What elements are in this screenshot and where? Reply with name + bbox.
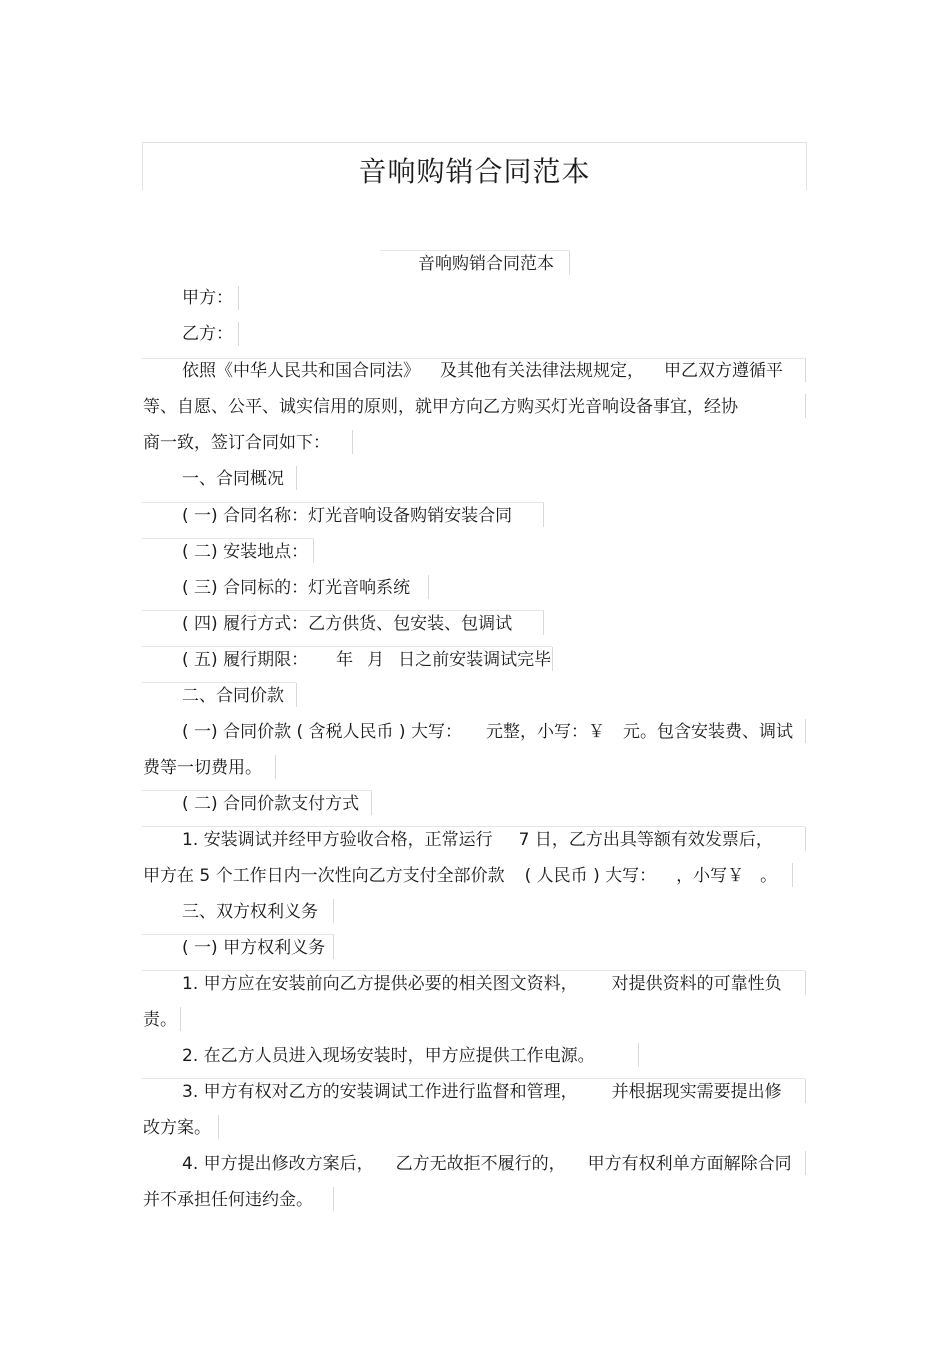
right-part: 甲方有权利单方面解除合同 bbox=[587, 1154, 792, 1174]
item-bar bbox=[543, 611, 544, 635]
payment-part: 。 bbox=[760, 866, 778, 886]
party-a-bar bbox=[238, 286, 239, 310]
price-line-1 bbox=[182, 721, 793, 743]
price-part: ( 一) 合同价款 ( 含税人民币 ) 大写： bbox=[182, 722, 462, 742]
right-3-line-1 bbox=[182, 1081, 782, 1103]
payment-method-heading: ( 二) 合同价款支付方式 bbox=[182, 794, 360, 814]
payment-line-1 bbox=[182, 829, 773, 851]
item-bar bbox=[333, 935, 334, 959]
preamble-part: 依照《中华人民共和国合同法》 bbox=[182, 361, 420, 381]
period-day: 日之前安装调试完毕 bbox=[398, 650, 552, 670]
section-bar bbox=[333, 899, 334, 923]
preamble-rule bbox=[142, 358, 805, 359]
subtitle-bar bbox=[569, 251, 570, 275]
price-part: 元。包含安装费、调试 bbox=[622, 722, 793, 742]
party-a-label: 甲方： bbox=[182, 288, 233, 308]
item-bar bbox=[543, 503, 544, 527]
period-label: ( 五) 履行期限： bbox=[182, 650, 309, 670]
item-bar bbox=[552, 647, 553, 671]
right-1-line-1 bbox=[182, 973, 782, 995]
section-3-heading: 三、双方权利义务 bbox=[182, 902, 318, 922]
payment-part: 甲方在 5 个工作日内一次性向乙方支付全部价款 bbox=[143, 866, 505, 886]
right-4-line-2: 并不承担任何违约金。 bbox=[143, 1190, 313, 1210]
item-rule bbox=[142, 1078, 805, 1079]
payment-part: 7 日，乙方出具等额有效发票后， bbox=[518, 830, 773, 850]
item-rule bbox=[142, 610, 544, 611]
item-bar bbox=[792, 863, 793, 887]
item-bar bbox=[428, 575, 429, 599]
right-2-line: 2. 在乙方人员进入现场安装时，甲方应提供工作电源。 bbox=[182, 1046, 595, 1066]
item-bar bbox=[275, 755, 276, 779]
right-3-line-2: 改方案。 bbox=[143, 1118, 211, 1138]
item-rule bbox=[142, 790, 372, 791]
price-part: 元整，小写：￥ bbox=[485, 722, 605, 742]
period-month: 月 bbox=[367, 650, 385, 670]
right-1-line-2: 责。 bbox=[143, 1010, 177, 1030]
item-bar bbox=[805, 971, 806, 995]
right-part: 3. 甲方有权对乙方的安装调试工作进行监督和管理， bbox=[182, 1082, 578, 1102]
party-b-label: 乙方： bbox=[182, 324, 233, 344]
contract-name-item: ( 一) 合同名称：灯光音响设备购销安装合同 bbox=[182, 506, 513, 526]
item-rule bbox=[142, 502, 544, 503]
subtitle-rule bbox=[380, 250, 570, 251]
document-title: 音响购销合同范本 bbox=[358, 155, 591, 188]
payment-part: ( 人民币 ) 大写： bbox=[524, 866, 657, 886]
item-bar bbox=[180, 1007, 181, 1031]
right-part: 对提供资料的可靠性负 bbox=[611, 974, 782, 994]
item-rule bbox=[142, 682, 296, 683]
preamble-bar bbox=[805, 394, 806, 418]
right-part: 4. 甲方提出修改方案后， bbox=[182, 1154, 374, 1174]
item-bar bbox=[638, 1043, 639, 1067]
preamble-line-2: 等、自愿、公平、诚实信用的原则，就甲方向乙方购买灯光音响设备事宜，经协 bbox=[143, 397, 738, 417]
right-4-line-1 bbox=[182, 1153, 792, 1175]
item-bar bbox=[805, 1079, 806, 1103]
performance-method-item: ( 四) 履行方式：乙方供货、包安装、包调试 bbox=[182, 614, 513, 634]
right-part: 1. 甲方应在安装前向乙方提供必要的相关图文资料， bbox=[182, 974, 578, 994]
item-bar bbox=[805, 827, 806, 851]
preamble-part: 及其他有关法律法规规定， bbox=[440, 361, 644, 381]
payment-part: 1. 安装调试并经甲方验收合格，正常运行 bbox=[182, 830, 493, 850]
preamble-line-1 bbox=[182, 360, 783, 382]
preamble-part: 甲乙双方遵循平 bbox=[664, 361, 783, 381]
item-bar bbox=[313, 539, 314, 563]
price-line-2: 费等一切费用。 bbox=[143, 758, 262, 778]
payment-line-2 bbox=[143, 865, 777, 887]
right-part: 并根据现实需要提出修 bbox=[611, 1082, 782, 1102]
section-bar bbox=[296, 683, 297, 707]
party-a-rights-heading: ( 一) 甲方权利义务 bbox=[182, 938, 326, 958]
item-bar bbox=[371, 791, 372, 815]
section-2-heading: 二、合同价款 bbox=[182, 686, 284, 706]
preamble-line-3: 商一致，签订合同如下： bbox=[143, 433, 330, 453]
section-bar bbox=[296, 466, 297, 490]
item-rule bbox=[142, 970, 805, 971]
preamble-bar bbox=[352, 430, 353, 454]
right-part: 乙方无故拒不履行的， bbox=[395, 1154, 566, 1174]
preamble-bar bbox=[805, 358, 806, 382]
item-bar bbox=[805, 719, 806, 743]
item-rule bbox=[142, 934, 334, 935]
document-subtitle: 音响购销合同范本 bbox=[418, 254, 554, 274]
period-year: 年 bbox=[336, 650, 354, 670]
item-rule bbox=[142, 538, 314, 539]
performance-period-item bbox=[182, 649, 551, 671]
install-location-item: ( 二) 安装地点： bbox=[182, 542, 309, 562]
payment-part: ，小写￥ bbox=[676, 866, 745, 886]
item-bar bbox=[218, 1115, 219, 1139]
contract-subject-item: ( 三) 合同标的：灯光音响系统 bbox=[182, 578, 411, 598]
item-bar bbox=[333, 1187, 334, 1211]
item-rule bbox=[142, 646, 552, 647]
item-bar bbox=[805, 1151, 806, 1175]
item-rule bbox=[142, 826, 805, 827]
section-1-heading: 一、合同概况 bbox=[182, 469, 284, 489]
party-b-bar bbox=[238, 322, 239, 346]
